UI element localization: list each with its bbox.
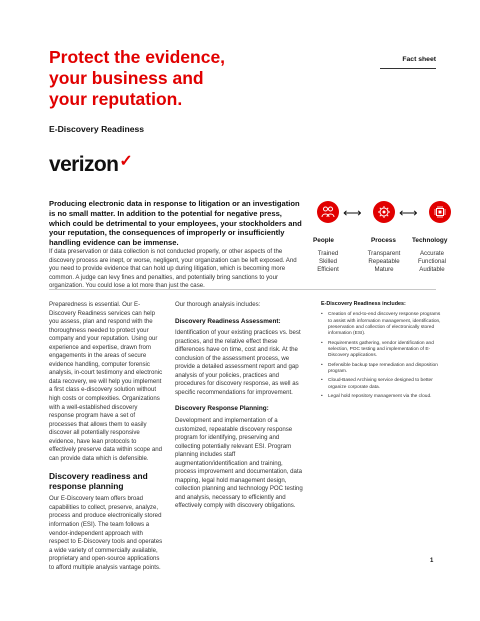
- process-attr-2: Repeatable: [368, 258, 400, 266]
- assessment-paragraph: Identification of your existing practices vs. best practices, and the relative effect these differences have on time, cost and risk. At the conclusion of the assessment process, we provide a detailed assessment report and gap analysis of your policies, practices and procedures for discovery response, as well as specific recommendations for improvement.: [175, 329, 301, 396]
- doc-type-label: Fact sheet: [402, 56, 436, 63]
- process-heading: Process: [371, 237, 396, 244]
- page-title: [49, 47, 299, 110]
- lead-paragraph: Producing electronic data in response to litigation or an investigation is no small matter. In addition to the potential for negative press, which could be detrimental to your employees, your stockholders and your reputation, the consequences of improperly or insufficiently handling evidence can be immense.: [49, 199, 302, 248]
- doc-type-rule: [380, 68, 436, 69]
- technology-icon: [429, 201, 451, 223]
- title-line-3: your reputation.: [49, 89, 183, 109]
- page-subtitle: E-Discovery Readiness: [49, 124, 145, 134]
- section-divider: [49, 289, 436, 290]
- intro-paragraph: If data preservation or data collection is not conducted properly, or other aspects of the discovery process are inept, or worse, negligent, your organization can be left exposed. And you need to provide evidence that can hold up during litigation, which is becoming more common. A judge can levy fines and penalties, and potentially bring sanctions to your organization. You could lose a lot more than just the case.: [49, 248, 297, 290]
- technology-attr-2: Functional: [417, 258, 447, 266]
- includes-list: [321, 312, 441, 400]
- preparedness-paragraph: Preparedness is essential. Our E-Discovery Readiness services can help you assess, plan and respond with the thoroughness needed to protect your company and your reputation. Using our experience and expertise, drawn from engagements in the areas of secure evidence handling, computer forensic analysis, in-court testimony and electronic data recovery, we will help you implement a first class e-discovery solution without high costs or complexities. Organizations with a well-established discovery response program have a set of processes that allows them to easily discover all potentially responsive evidence, have lean protocols to effectively preserve data within scope and can provide data which is defensible.: [49, 301, 163, 462]
- technology-attr-3: Auditable: [419, 266, 445, 274]
- people-attr-1: Trained: [317, 250, 339, 257]
- technology-heading: Technology: [412, 237, 448, 244]
- list-item: • Legal hold repository management via the cloud.: [321, 394, 441, 400]
- people-heading: People: [313, 237, 334, 244]
- arrow-icon: ⟷: [399, 205, 418, 220]
- process-attr-3: Mature: [374, 266, 394, 274]
- title-line-2: your business and: [49, 68, 204, 88]
- people-icon: [317, 201, 339, 223]
- list-item: • Defensible backup tape remediation and disposition program.: [321, 363, 441, 376]
- response-planning-heading: Discovery Response Planning:: [175, 405, 269, 413]
- technology-attributes: [409, 250, 455, 275]
- people-attr-3: Efficient: [317, 266, 339, 274]
- column-2: [175, 301, 303, 511]
- process-icon: [373, 201, 395, 223]
- title-line-1: Protect the evidence,: [49, 47, 226, 67]
- technology-attr-1: Accurate: [419, 250, 445, 257]
- column-3: [321, 301, 441, 403]
- response-planning-paragraph: Development and implementation of a customized, repeatable discovery response program for identifying, preserving and collecting potentially relevant ESI. Program planning includes staff augmentation/identification and training, process improvement and documentation, data mapping, legal hold management design, collection planning and technology POC testing and analysis, necessary to efficiently and effectively comply with discovery obligations.: [175, 417, 303, 510]
- team-paragraph: Our E-Discovery team offers broad capabilities to collect, preserve, analyze, process and produce electronically stored information (ESI). The team follows a vendor-independent approach with respect to E-Discovery tools and operates a wide variety of commercially available, proprietary and open-source applications to afford multiple analysis vantage points.: [49, 495, 163, 571]
- arrow-icon: ⟷: [343, 205, 362, 220]
- process-attr-1: Transparent: [367, 250, 401, 257]
- assessment-heading: Discovery Readiness Assessment:: [175, 317, 281, 325]
- people-process-technology-diagram: [317, 201, 455, 229]
- verizon-logo: [49, 153, 131, 177]
- logo-wordmark: verizon: [49, 153, 119, 176]
- logo-check-mark: ✓: [119, 153, 133, 170]
- analysis-intro: Our thorough analysis includes:: [175, 301, 261, 308]
- people-attributes: [306, 250, 350, 275]
- readiness-heading: Discovery readiness and response planning: [49, 471, 148, 492]
- includes-heading: E-Discovery Readiness includes:: [321, 301, 406, 307]
- list-item: • Cloud-Based Archiving service designed to better organize corporate data.: [321, 378, 441, 391]
- list-item: • Creation of end-to-end discovery response programs to assist with information management, identification, preservation and collection of electronically stored information (ESI).: [321, 312, 441, 337]
- page-number: 1: [430, 558, 434, 564]
- people-attr-2: Skilled: [319, 258, 337, 266]
- column-1: [49, 301, 164, 572]
- list-item: • Requirements gathering, vendor identification and selection, POC testing and implementation of E-Discovery applications.: [321, 341, 441, 360]
- process-attributes: [361, 250, 407, 275]
